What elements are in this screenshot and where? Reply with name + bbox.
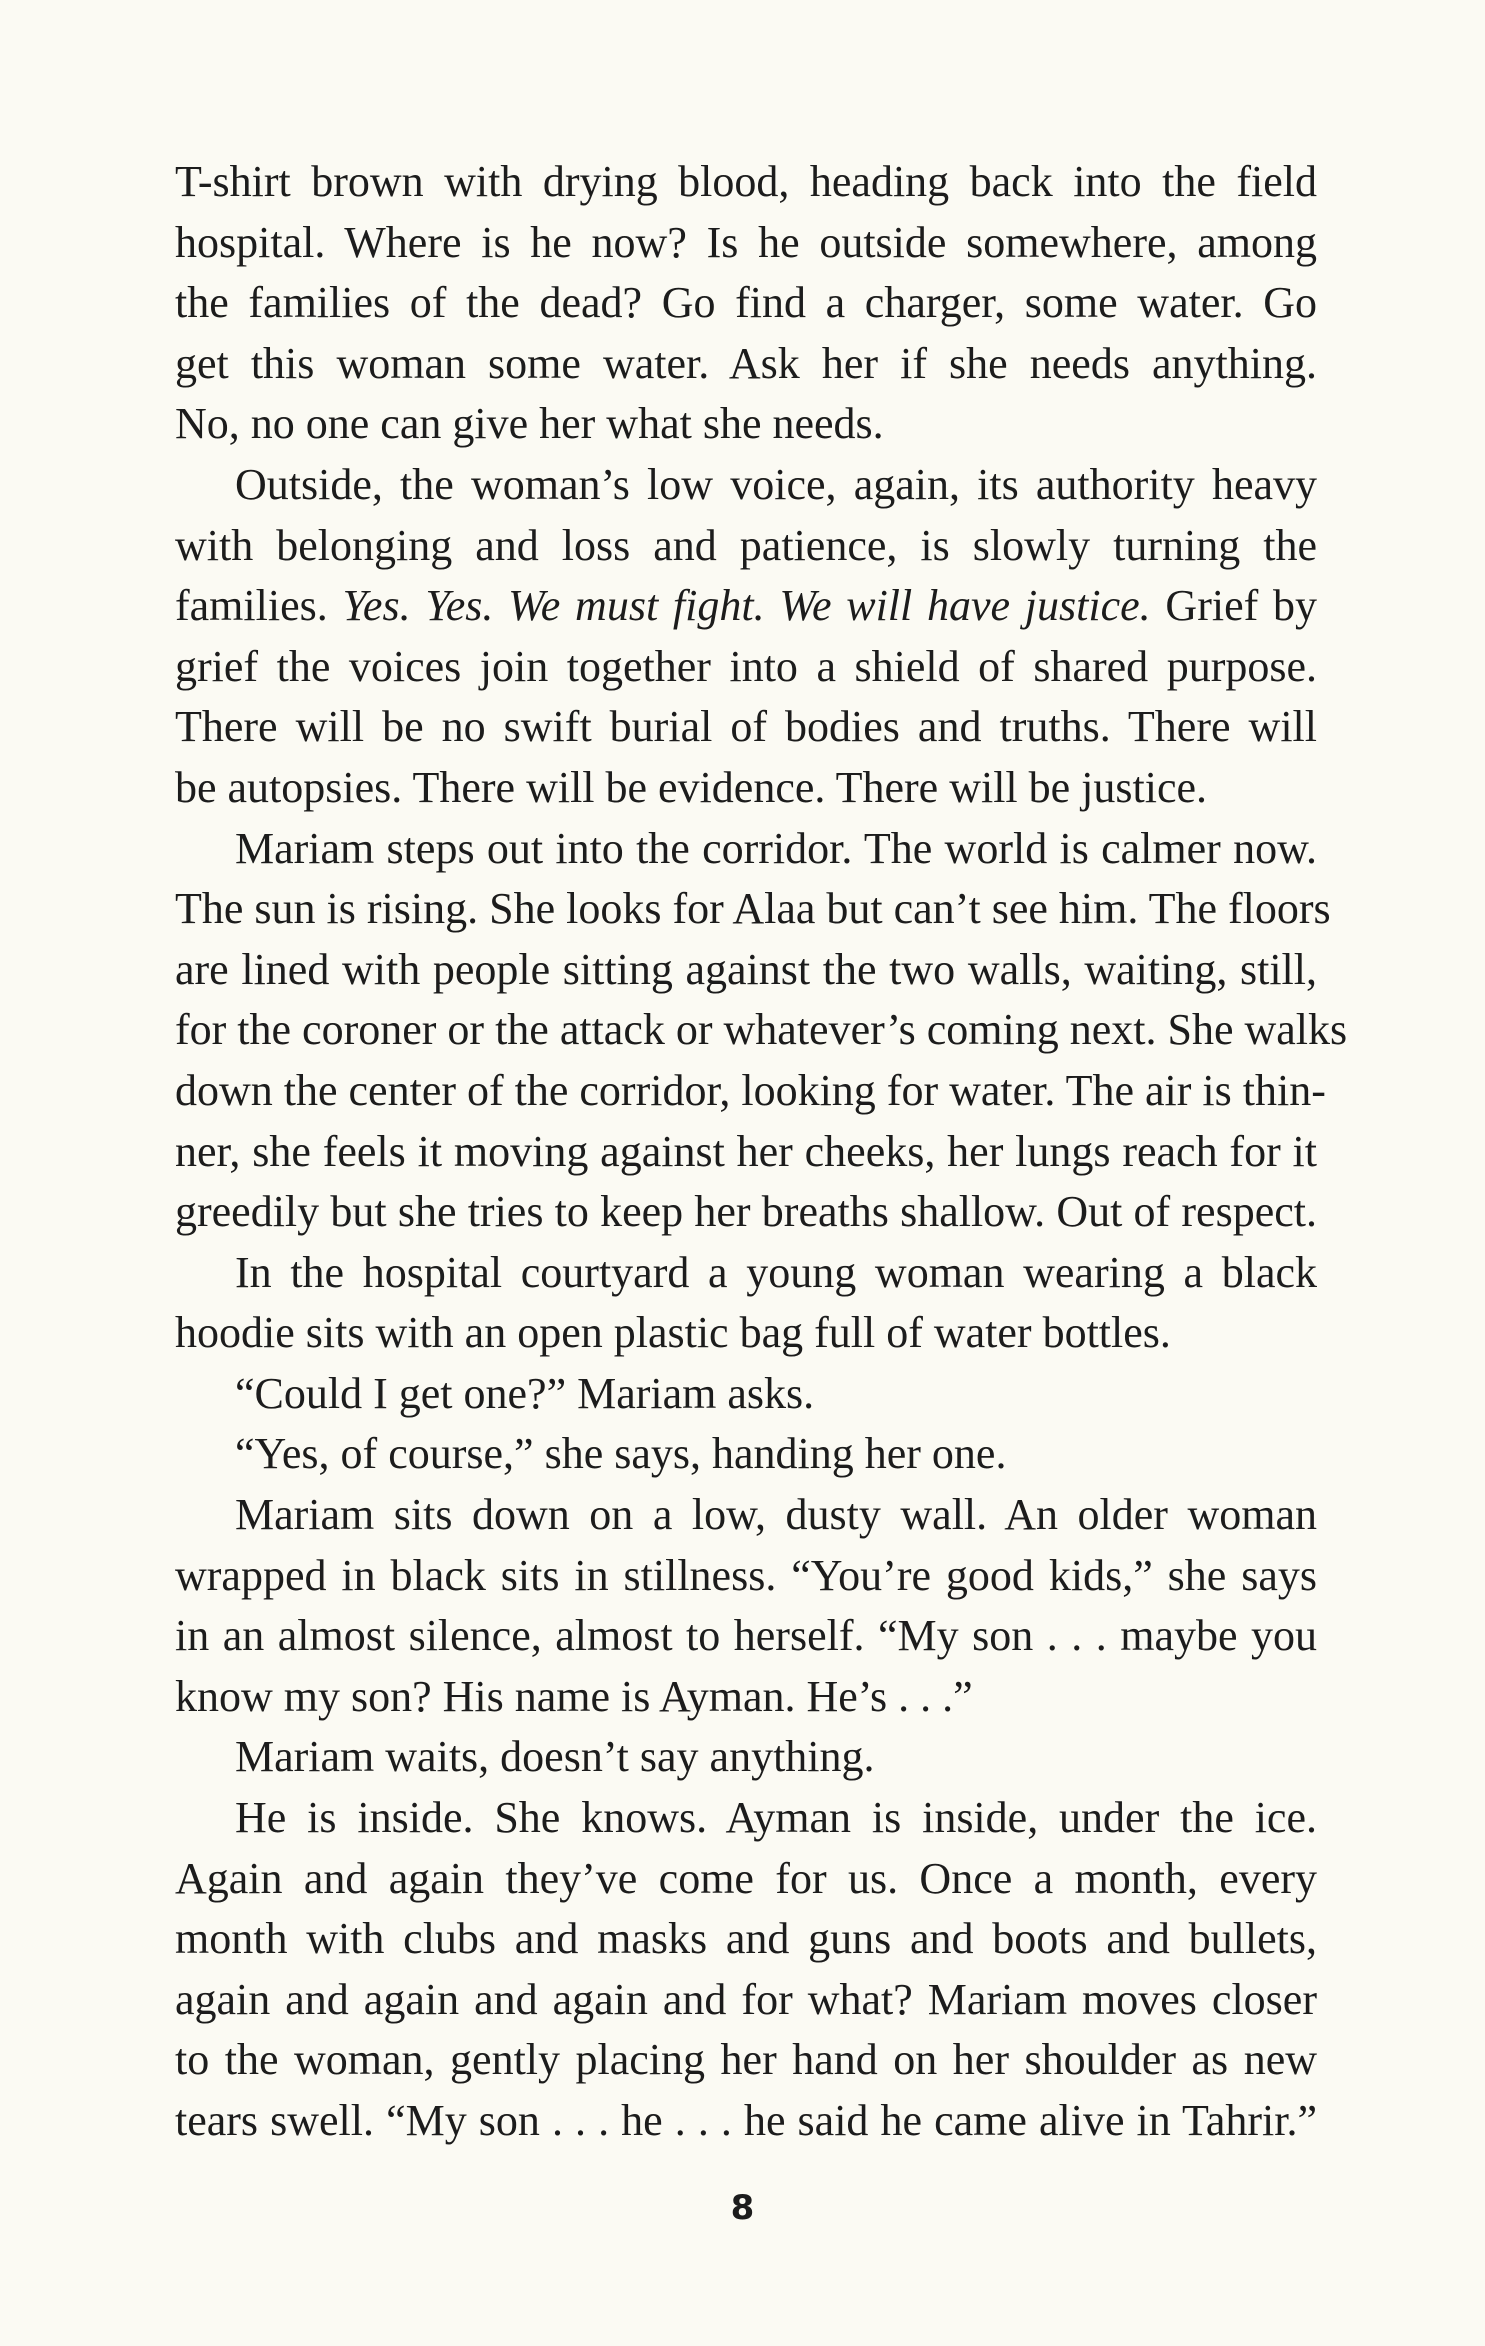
text-line: hospital. Where is he now? Is he outside somewhere, among: [175, 217, 1317, 267]
text-line: Mariam sits down on a low, dusty wall. An older woman: [235, 1490, 1317, 1540]
text-line: Mariam waits, doesn’t say anything.: [235, 1732, 875, 1782]
text-line: “Yes, of course,” she says, handing her one.: [235, 1429, 1007, 1479]
text-line: “Could I get one?” Mariam asks.: [235, 1368, 815, 1418]
text-line: hoodie sits with an open plastic bag full of water bottles.: [175, 1308, 1171, 1358]
text-segment: families.: [175, 581, 343, 631]
italic-text: Yes. Yes. We must fight. We will have justice.: [342, 581, 1151, 631]
text-line: Outside, the woman’s low voice, again, its authority heavy: [235, 459, 1317, 509]
text-line: No, no one can give her what she needs.: [175, 399, 884, 449]
text-line: wrapped in black sits in stillness. “You’re good kids,” she says: [175, 1550, 1317, 1600]
body-text: [175, 152, 1348, 2152]
text-segment: Grief by: [1150, 581, 1318, 631]
text-line: Mariam steps out into the corridor. The world is calmer now.: [235, 823, 1317, 873]
text-line: T-shirt brown with drying blood, heading back into the field: [175, 157, 1317, 206]
text-line: get this woman some water. Ask her if she needs anything.: [175, 338, 1317, 388]
text-line: for the coroner or the attack or whatever’s coming next. She walks: [175, 1005, 1348, 1055]
text-line: grief the voices join together into a shield of shared purpose.: [175, 641, 1317, 691]
text-line: in an almost silence, almost to herself. “My son . . . maybe you: [175, 1611, 1317, 1661]
text-line: tears swell. “My son . . . he . . . he said he came alive in Tahrir.”: [175, 2096, 1317, 2145]
text-line: In the hospital courtyard a young woman wearing a black: [235, 1247, 1317, 1297]
text-line: know my son? His name is Ayman. He’s . . .”: [175, 1671, 973, 1721]
text-line: month with clubs and masks and guns and boots and bullets,: [175, 1914, 1317, 1964]
text-line: There will be no swift burial of bodies and truths. There will: [175, 702, 1317, 752]
text-line: [175, 576, 1317, 637]
text-line: be autopsies. There will be evidence. There will be justice.: [175, 762, 1208, 812]
text-line: are lined with people sitting against the two walls, waiting, still,: [175, 944, 1317, 994]
text-line: ner, she feels it moving against her cheeks, her lungs reach for it: [175, 1126, 1317, 1176]
text-line: the families of the dead? Go find a charger, some water. Go: [175, 278, 1317, 328]
text-line: greedily but she tries to keep her breaths shallow. Out of respect.: [175, 1187, 1317, 1237]
text-line: again and again and again and for what? Mariam moves closer: [175, 1974, 1317, 2024]
text-line: to the woman, gently placing her hand on her shoulder as new: [175, 2035, 1317, 2085]
text-line: with belonging and loss and patience, is slowly turning the: [175, 520, 1317, 570]
text-line: The sun is rising. She looks for Alaa but can’t see him. The floors: [175, 884, 1331, 934]
text-line: down the center of the corridor, looking for water. The air is thin-: [175, 1065, 1326, 1115]
text-line: He is inside. She knows. Ayman is inside, under the ice.: [235, 1793, 1317, 1843]
text-line: Again and again they’ve come for us. Once a month, every: [175, 1853, 1317, 1903]
page-number: 8: [730, 2188, 755, 2228]
